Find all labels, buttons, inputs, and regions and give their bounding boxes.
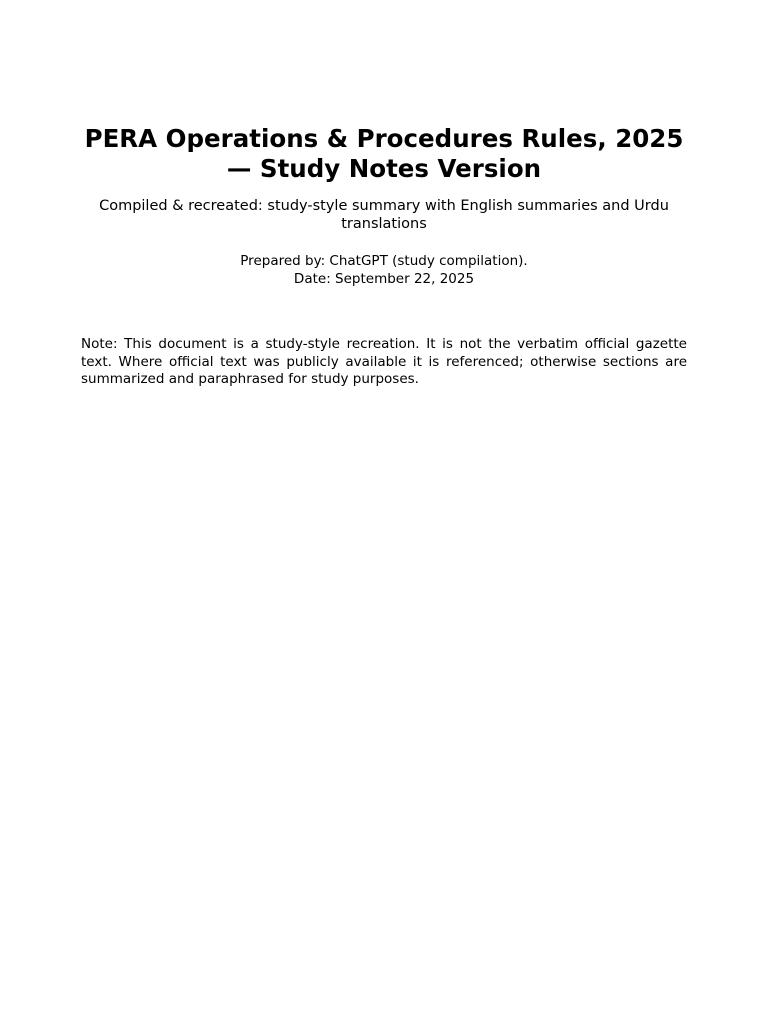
prepared-by-line: Prepared by: ChatGPT (study compilation). [240, 253, 528, 269]
disclaimer-note: Note: This document is a study-style recreation. It is not the verbatim official gazette text. Where official text was publicly available it is referenced; otherwise sections are summarized and paraphrased for study purposes. [81, 336, 687, 387]
document-title: PERA Operations & Procedures Rules, 2025 — Study Notes Version [84, 124, 684, 183]
date-line: Date: September 22, 2025 [293, 270, 475, 287]
prepared-block [80, 253, 688, 288]
document-subtitle: Compiled & recreated: study-style summary with English summaries and Urdu translations [99, 198, 669, 232]
